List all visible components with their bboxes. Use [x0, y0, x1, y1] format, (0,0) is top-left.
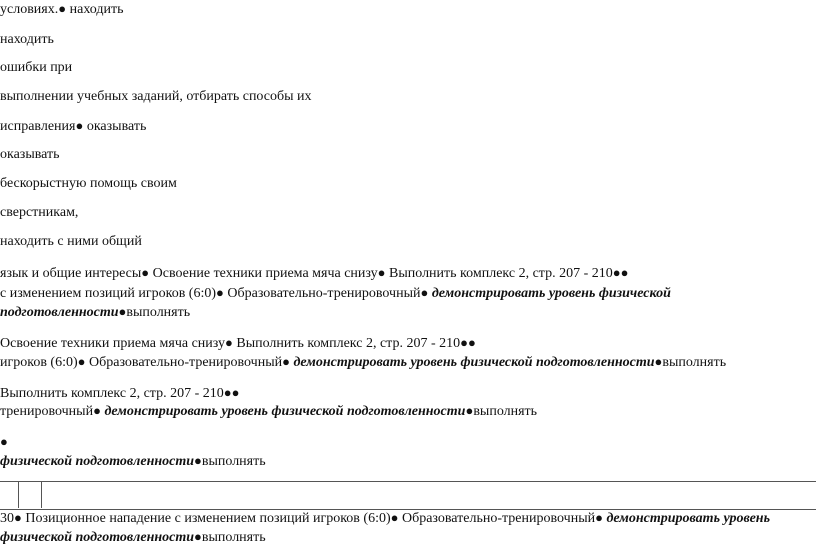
table-cell-divider [18, 481, 19, 508]
table-row-frame [0, 481, 816, 510]
bullet-icon: ● [595, 510, 603, 525]
bullet-icon: ● [620, 265, 629, 280]
table-cell-divider [41, 481, 42, 508]
bullet-icon: ● [141, 265, 150, 280]
text-fragment: выполнять [201, 530, 266, 545]
text-line [0, 303, 190, 321]
bullet-icon: ● [223, 385, 232, 400]
text-fragment: язык и общие интересы [0, 266, 142, 281]
text-fragment: Освоение техники приема мяча снизу [149, 266, 378, 281]
emphasis-text: демонстрировать уровень физической подготовленности [104, 404, 466, 419]
text-fragment: 30 [0, 511, 14, 526]
bullet-icon: ● [77, 354, 86, 369]
text-line [0, 0, 124, 18]
text-line [0, 384, 239, 402]
bullet-icon: ● [194, 529, 202, 544]
text-fragment: Образовательно-тренировочный [223, 286, 421, 301]
text-line: выполнении учебных заданий, отбирать способы их [0, 89, 312, 104]
bullet-icon: ● [465, 403, 474, 418]
text-fragment: выполнять [201, 454, 266, 469]
bullet-icon: ● [58, 1, 67, 16]
text-line: находить с ними общий [0, 234, 142, 249]
text-fragment: исправления [0, 119, 76, 134]
text-fragment: Позиционное нападение с изменением позиций игроков (6:0) [21, 511, 391, 526]
text-fragment: Выполнить комплекс 2, стр. 207 - 210 [232, 336, 461, 351]
text-fragment: тренировочный [0, 404, 94, 419]
text-line [0, 528, 266, 546]
text-line [0, 433, 8, 451]
bullet-icon: ● [282, 354, 290, 369]
text-fragment: оказывать [83, 119, 147, 134]
text-line [0, 334, 476, 352]
bullet-icon: ● [460, 335, 468, 350]
text-line: ошибки при [0, 60, 73, 75]
text-fragment: Выполнить комплекс 2, стр. 207 - 210 [0, 386, 224, 401]
bullet-icon: ● [93, 403, 101, 418]
text-fragment: выполнять [662, 355, 727, 370]
text-line: оказывать [0, 147, 60, 162]
text-fragment: находить [66, 2, 124, 17]
text-line [0, 402, 537, 420]
bullet-icon: ● [390, 510, 399, 525]
text-fragment: Образовательно-тренировочный [85, 355, 283, 370]
text-fragment: Образовательно-тренировочный [398, 511, 596, 526]
text-fragment: выполнять [126, 305, 191, 320]
bullet-icon: ● [118, 304, 127, 319]
text-line: находить [0, 32, 54, 47]
bullet-icon: ● [216, 285, 224, 300]
text-fragment: с изменением позиций игроков (6:0) [0, 286, 217, 301]
text-fragment: игроков (6:0) [0, 355, 78, 370]
emphasis-text: подготовленности [0, 305, 119, 320]
text-fragment: Освоение техники приема мяча снизу [0, 336, 226, 351]
text-line: бескорыстную помощь своим [0, 176, 177, 191]
bullet-icon: ● [467, 335, 476, 350]
text-line [0, 452, 266, 470]
emphasis-text: физической подготовленности [0, 530, 195, 545]
bullet-icon: ● [231, 385, 240, 400]
bullet-icon: ● [194, 453, 202, 468]
emphasis-text: демонстрировать уровень [606, 511, 770, 526]
bullet-icon: ● [0, 434, 8, 449]
emphasis-text: демонстрировать уровень физической подготовленности [293, 355, 655, 370]
text-line [0, 284, 671, 302]
text-fragment: условиях. [0, 2, 59, 17]
text-line [0, 117, 146, 135]
bullet-icon: ● [654, 354, 663, 369]
text-line: сверстникам, [0, 205, 79, 220]
emphasis-text: демонстрировать уровень физической [431, 286, 671, 301]
bullet-icon: ● [225, 335, 233, 350]
text-line [0, 353, 726, 371]
text-fragment: выполнять [473, 404, 538, 419]
bullet-icon: ● [612, 265, 621, 280]
text-line [0, 509, 770, 527]
bullet-icon: ● [75, 118, 84, 133]
bullet-icon: ● [14, 510, 22, 525]
bullet-icon: ● [377, 265, 386, 280]
text-line [0, 264, 628, 282]
text-fragment: Выполнить комплекс 2, стр. 207 - 210 [385, 266, 613, 281]
emphasis-text: физической подготовленности [0, 454, 195, 469]
bullet-icon: ● [420, 285, 429, 300]
